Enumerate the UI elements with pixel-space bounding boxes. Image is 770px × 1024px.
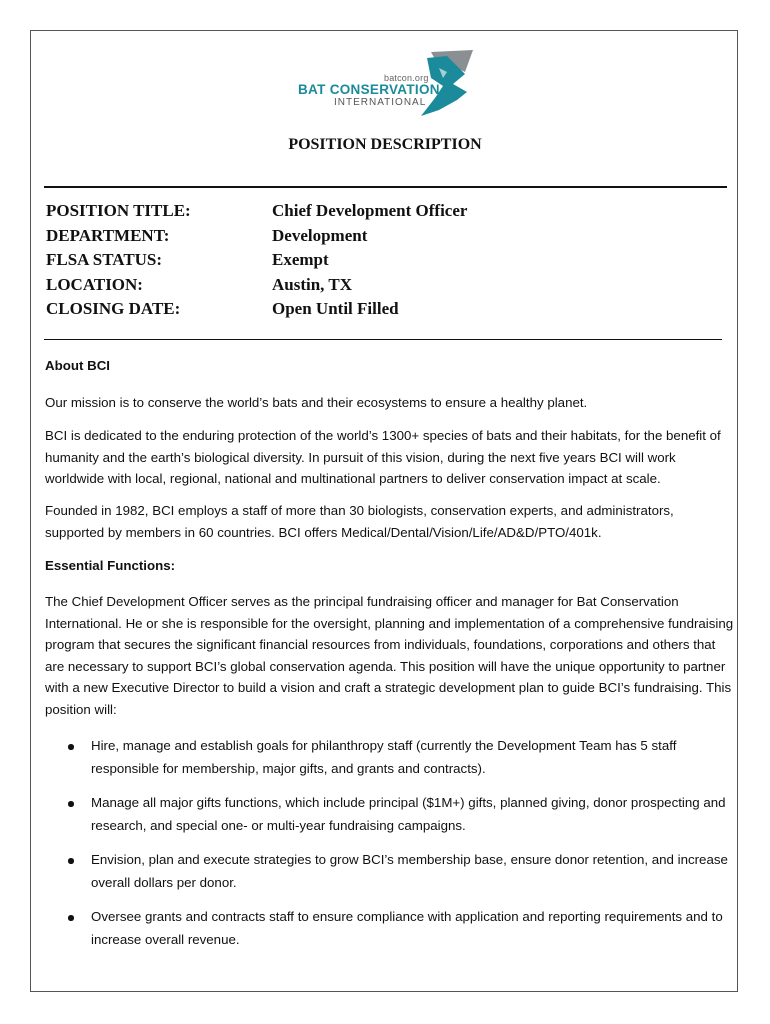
bullet-icon — [68, 744, 74, 750]
list-item-text: Hire, manage and establish goals for philanthropy staff (currently the Development Team has 5 staff responsible for membership, major gifts, and grants and contracts). — [91, 738, 677, 776]
functions-intro: The Chief Development Officer serves as the principal fundraising officer and manager for Bat Conservation International. He or she is responsible for the oversight, planning and implementation of a comprehensive fundraising program that secures the significant financial resources from individuals, foundations, corporations and others that are necessary to support BCI’s global conservation agenda. This position will have the unique opportunity to partner with a new Executive Director to build a vision and craft a strategic development plan to guide BCI’s fundraising. This position will: — [45, 594, 734, 717]
logo-subname: INTERNATIONAL — [334, 97, 427, 108]
about-paragraph-2: Founded in 1982, BCI employs a staff of more than 30 biologists, conservation experts, and administrators, supported by members in 60 countries. BCI offers Medical/Dental/Vision/Life/AD&D/PTO/401k. — [45, 503, 674, 540]
about-paragraph-1: BCI is dedicated to the enduring protection of the world’s 1300+ species of bats and their habitats, for the benefit of humanity and the earth’s biological diversity. In pursuit of this vision, during the next five years BCI will work worldwide with local, regional, national and multinational partners to deliver conservation impact at scale. — [45, 428, 721, 486]
fields-rule — [44, 339, 722, 340]
field-value: Open Until Filled — [272, 299, 399, 318]
list-item — [45, 849, 735, 894]
field-label: CLOSING DATE: — [46, 299, 181, 318]
document-title: POSITION DESCRIPTION — [288, 136, 482, 153]
list-item — [45, 906, 735, 951]
field-value: Austin, TX — [272, 274, 352, 294]
field-label: FLSA STATUS: — [46, 250, 163, 269]
field-value: Exempt — [272, 250, 329, 269]
mission-text: Our mission is to conserve the world’s bats and their ecosystems to ensure a healthy planet. — [45, 395, 588, 410]
about-heading: About BCI — [45, 358, 110, 373]
field-label: DEPARTMENT: — [46, 225, 170, 245]
field-label: LOCATION: — [46, 274, 143, 294]
title-rule — [44, 186, 727, 188]
logo-domain: batcon.org — [384, 73, 429, 83]
list-item — [45, 735, 735, 780]
list-item-text: Manage all major gifts functions, which include principal ($1M+) gifts, planned giving, donor prospecting and research, and special one- or multi-year fundraising campaigns. — [91, 795, 726, 833]
list-item-text: Oversee grants and contracts staff to ensure compliance with application and reporting requirements and to increase overall revenue. — [91, 909, 723, 947]
list-item-text: Envision, plan and execute strategies to grow BCI’s membership base, ensure donor retention, and increase overall dollars per donor. — [91, 852, 728, 890]
field-label: POSITION TITLE: — [46, 201, 191, 220]
bci-logo — [298, 48, 478, 120]
duties-list — [45, 735, 735, 951]
list-item — [45, 792, 735, 837]
bullet-icon — [68, 801, 74, 807]
bat-icon — [413, 48, 475, 118]
field-value: Chief Development Officer — [272, 201, 468, 220]
functions-heading: Essential Functions: — [45, 558, 176, 573]
logo-name: BAT CONSERVATION — [298, 82, 440, 97]
field-value: Development — [272, 225, 368, 245]
bullet-icon — [68, 858, 74, 864]
bullet-icon — [68, 915, 74, 921]
